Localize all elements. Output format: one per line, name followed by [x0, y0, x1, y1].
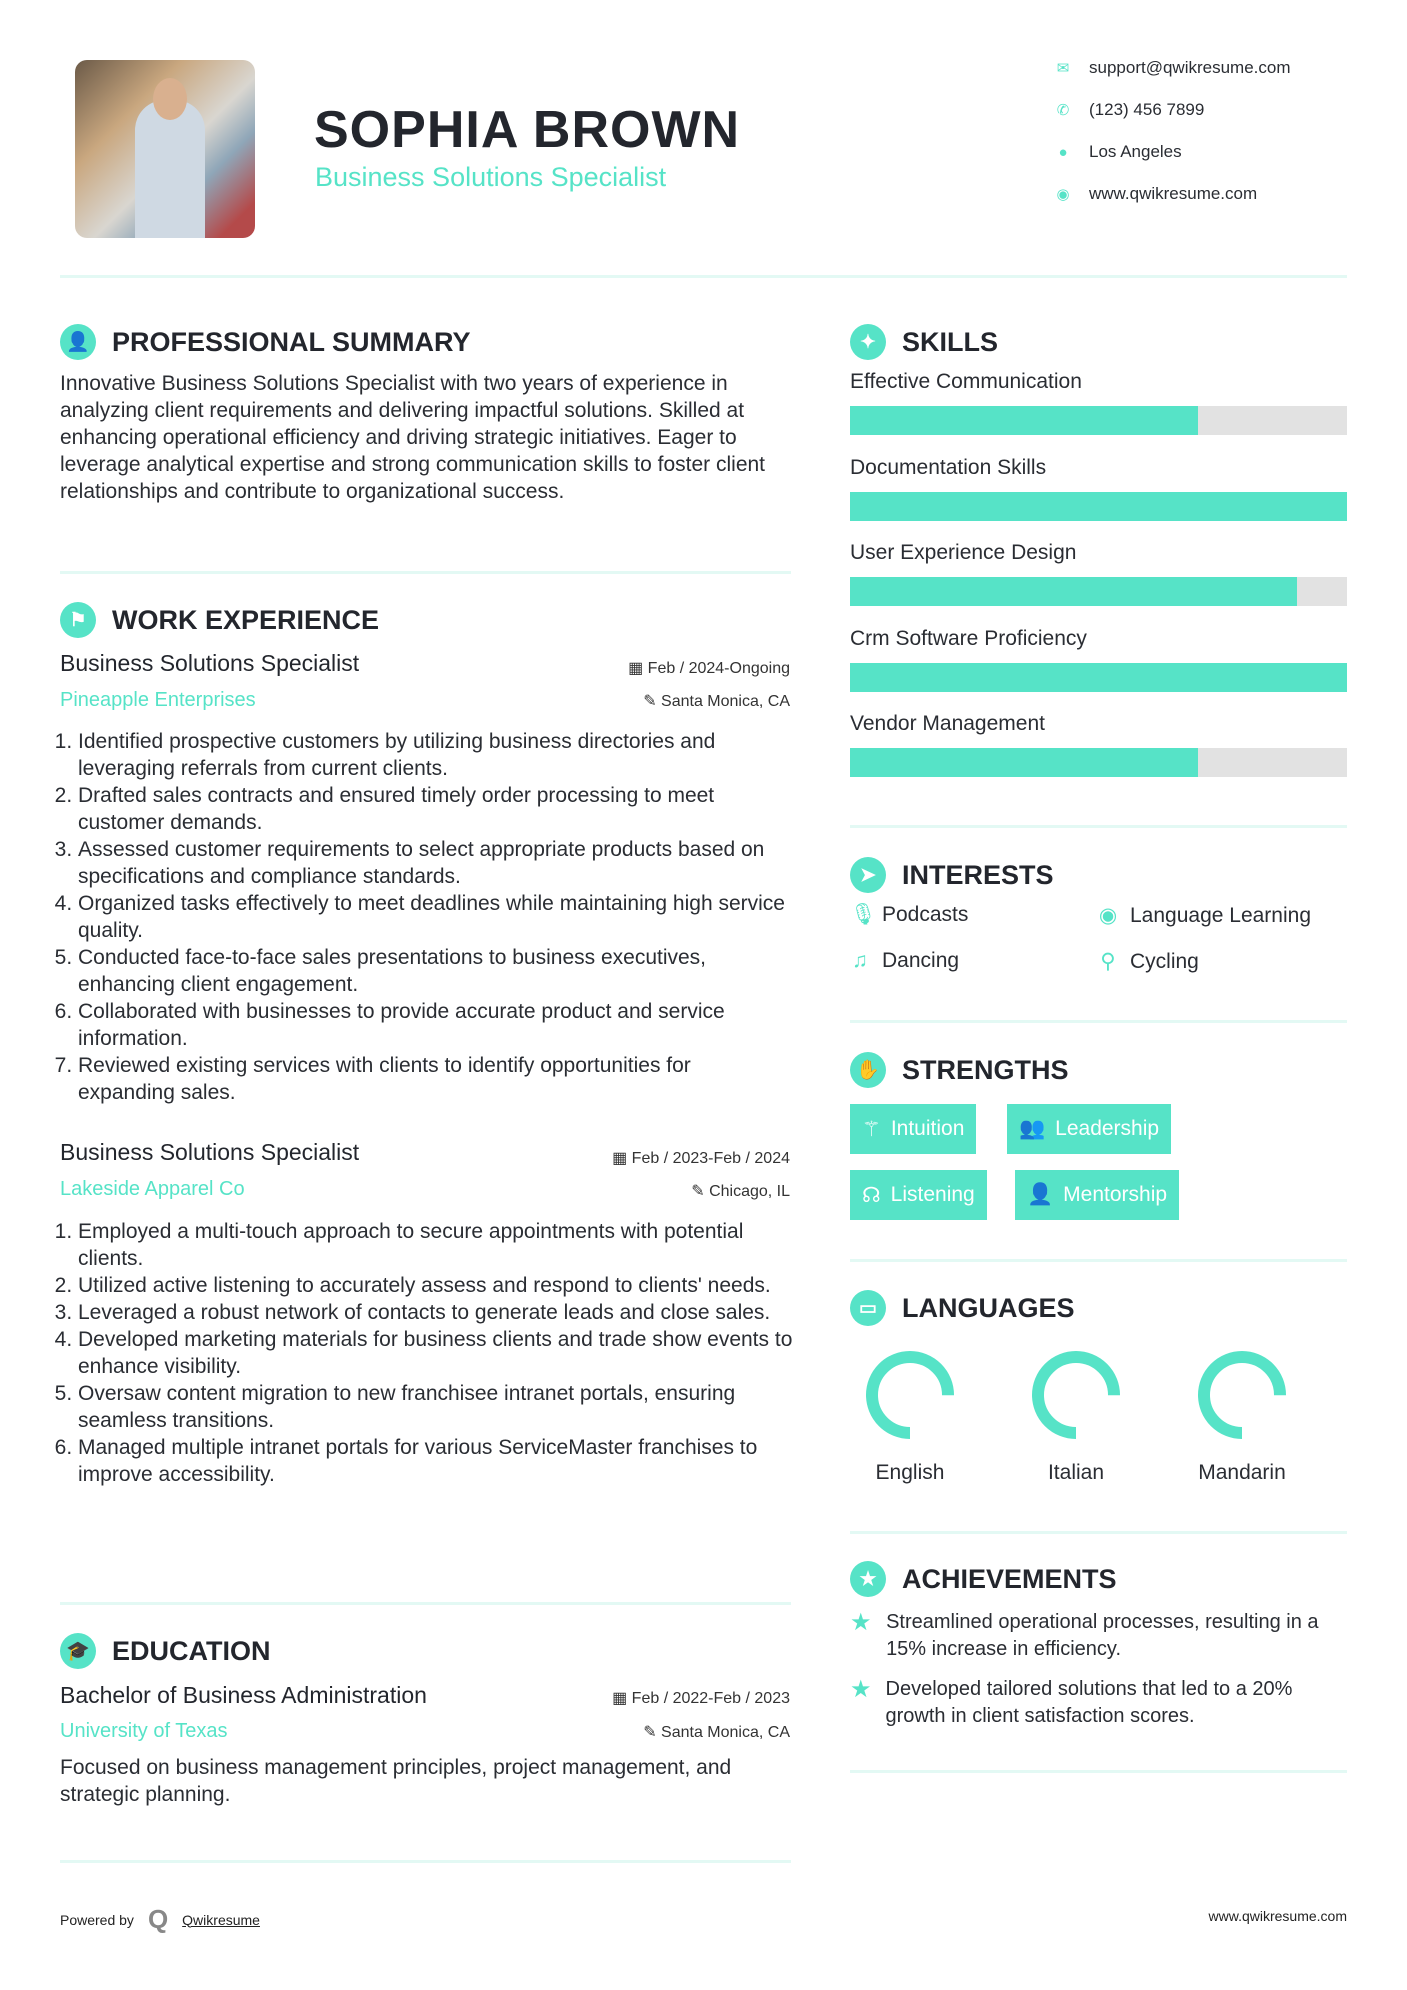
- skill-label: Crm Software Proficiency: [850, 626, 1087, 650]
- languages-heading: ▭ LANGUAGES: [850, 1290, 1075, 1326]
- skill-label: Vendor Management: [850, 712, 1045, 735]
- profile-photo: [75, 60, 255, 238]
- divider: [850, 1020, 1347, 1023]
- paper-plane-icon: ➤: [850, 857, 886, 893]
- footer-url[interactable]: www.qwikresume.com: [1208, 1908, 1347, 1924]
- languages-list: [840, 1345, 1312, 1485]
- lightbulb-icon: ✦: [850, 324, 886, 360]
- qwikresume-logo-icon: Q: [147, 1904, 169, 1934]
- skill-item: [850, 370, 1347, 435]
- bicycle-icon: ⚲: [1100, 950, 1116, 973]
- list-item: 2. Utilized active listening to accurately assess and respond to clients' needs.: [78, 1272, 795, 1299]
- language-label: Italian: [1047, 1461, 1105, 1484]
- list-item: 2. Drafted sales contracts and ensured timely order processing to meet customer demands.: [78, 782, 790, 836]
- list-item: 1. Employed a multi-touch approach to secure appointments with potential clients.: [78, 1218, 795, 1272]
- interest-item: ◉ Language Learning: [1098, 903, 1312, 927]
- brand-link[interactable]: Qwikresume: [182, 1911, 260, 1928]
- hand-icon: ✋: [850, 1052, 886, 1088]
- divider: [850, 1259, 1347, 1262]
- achievement-item: ★ Streamlined operational processes, resulting in a 15% increase in efficiency.: [850, 1609, 1350, 1663]
- list-item: 5. Conducted face-to-face sales presentations to business executives, enhancing client engagement.: [78, 944, 790, 998]
- globe-icon: ◉: [1056, 186, 1070, 203]
- skill-bar: [850, 748, 1347, 777]
- calendar-icon: ▦: [612, 1150, 632, 1167]
- list-item: 5. Oversaw content migration to new franchisee intranet portals, ensuring seamless transitions.: [78, 1380, 795, 1434]
- job-company: Pineapple Enterprises: [60, 689, 256, 711]
- skill-item: [850, 627, 1347, 692]
- strength-tag: ☊ Listening: [850, 1170, 987, 1220]
- contact-email[interactable]: ✉ support@qwikresume.com: [1056, 58, 1291, 77]
- candidate-name: SOPHIA BROWN: [314, 101, 741, 159]
- star-icon: ★: [850, 1676, 872, 1703]
- skill-bar-fill: [850, 577, 1297, 606]
- divider: [60, 1602, 791, 1605]
- divider: [850, 1531, 1347, 1534]
- star-icon: ★: [850, 1609, 872, 1636]
- job-title: Business Solutions Specialist: [60, 650, 360, 676]
- language-level-ring: [1026, 1345, 1126, 1445]
- users-icon: 👥: [1019, 1117, 1046, 1140]
- calendar-icon: ▦: [612, 1690, 632, 1707]
- language-level-ring: [860, 1345, 960, 1445]
- language-label: English: [875, 1461, 945, 1484]
- list-item: 1. Identified prospective customers by utilizing business directories and leveraging referrals from current clients.: [78, 728, 790, 782]
- skill-bar-fill: [850, 492, 1347, 521]
- education-date: ▦ Feb / 2022-Feb / 2023: [612, 1690, 790, 1707]
- strength-tag: 👤 Mentorship: [1015, 1170, 1179, 1220]
- language-item: [1006, 1345, 1146, 1485]
- chair-icon: ⚑: [60, 602, 96, 638]
- skill-bar: [850, 663, 1347, 692]
- headphones-icon: ☊: [862, 1183, 881, 1207]
- music-note-icon: ♫: [852, 949, 868, 972]
- experience-heading: ⚑ WORK EXPERIENCE: [60, 602, 379, 638]
- interest-item: ♫ Dancing: [850, 949, 959, 973]
- divider: [60, 1860, 791, 1863]
- summary-heading: 👤 PROFESSIONAL SUMMARY: [60, 324, 471, 360]
- interest-item: ⚲ Cycling: [1098, 949, 1199, 974]
- degree: Bachelor of Business Administration: [60, 1682, 427, 1708]
- language-level-ring: [1192, 1345, 1292, 1445]
- language-item: [840, 1345, 980, 1485]
- skill-item: [850, 712, 1347, 777]
- skill-label: Documentation Skills: [850, 455, 1047, 479]
- calendar-icon: ▦: [628, 660, 648, 677]
- envelope-icon: ✉: [1056, 60, 1070, 77]
- header-divider: [60, 275, 1347, 278]
- pin-icon: ✎: [691, 1183, 710, 1200]
- skill-label: User Experience Design: [850, 541, 1077, 564]
- divider: [60, 571, 791, 574]
- list-item: 3. Leveraged a robust network of contacts to generate leads and close sales.: [78, 1299, 795, 1326]
- graduation-icon: 🎓: [60, 1633, 96, 1669]
- list-item: 7. Reviewed existing services with clients to identify opportunities for expanding sales.: [78, 1052, 790, 1106]
- list-item: 6. Managed multiple intranet portals for various ServiceMaster franchises to improve accessibility.: [78, 1434, 795, 1488]
- pin-icon: ✎: [643, 1724, 662, 1741]
- skill-bar: [850, 492, 1347, 521]
- education-text: Focused on business management principles, project management, and strategic planning.: [60, 1756, 732, 1806]
- list-item: 4. Organized tasks effectively to meet deadlines while maintaining high service quality.: [78, 890, 790, 944]
- contact-phone: ✆ (123) 456 7899: [1056, 100, 1205, 119]
- strength-tag: 👥 Leadership: [1007, 1104, 1171, 1154]
- skill-item: [850, 541, 1347, 606]
- footer-powered: Powered by Q Qwikresume: [60, 1904, 260, 1934]
- interests-heading: ➤ INTERESTS: [850, 857, 1054, 893]
- skill-label: Effective Communication: [850, 370, 1082, 393]
- list-item: 3. Assessed customer requirements to select appropriate products based on specifications and compliance standards.: [78, 836, 790, 890]
- achievement-item: ★ Developed tailored solutions that led to a 20% growth in client satisfaction scores.: [850, 1676, 1350, 1730]
- job-date: ▦ Feb / 2024-Ongoing: [628, 660, 790, 677]
- school: University of Texas: [60, 1720, 228, 1742]
- divider: [850, 1770, 1347, 1773]
- education-heading: 🎓 EDUCATION: [60, 1633, 271, 1669]
- list-item: 6. Collaborated with businesses to provide accurate product and service information.: [78, 998, 790, 1052]
- skills-heading: ✦ SKILLS: [850, 324, 998, 360]
- list-item: 4. Developed marketing materials for business clients and trade show events to enhance visibility.: [78, 1326, 795, 1380]
- divider: [850, 825, 1347, 828]
- pin-icon: ✎: [643, 693, 662, 710]
- education-location: ✎ Santa Monica, CA: [643, 1724, 790, 1741]
- contact-website[interactable]: ◉ www.qwikresume.com: [1056, 184, 1258, 203]
- globe-icon: ◉: [1098, 904, 1118, 927]
- job-date: ▦ Feb / 2023-Feb / 2024: [612, 1150, 790, 1167]
- map-pin-icon: ●: [1058, 143, 1068, 161]
- job-bullets: [60, 728, 790, 1106]
- skill-bar-fill: [850, 663, 1347, 692]
- skill-bar-fill: [850, 748, 1198, 777]
- contact-location: ● Los Angeles: [1055, 142, 1182, 162]
- microphone-icon: 🎙: [850, 903, 877, 926]
- strengths-heading: ✋ STRENGTHS: [850, 1052, 1069, 1088]
- user-icon: 👤: [60, 324, 96, 360]
- job-title: Business Solutions Specialist: [60, 1139, 360, 1165]
- job-bullets: [60, 1218, 795, 1488]
- star-icon: ★: [850, 1561, 886, 1597]
- skill-item: [850, 456, 1347, 521]
- interest-item: 🎙 Podcasts: [850, 903, 969, 926]
- skill-bar: [850, 406, 1347, 435]
- user-plus-icon: 👤: [1027, 1183, 1054, 1206]
- language-item: [1172, 1345, 1312, 1485]
- summary-text: Innovative Business Solutions Specialist with two years of experience in analyzing client requirements and delivering impactful solutions. Skilled at enhancing operational efficiency and driving strategic initiatives. Eager to leverage analytical expertise and strong communication skills to foster client relationships and contribute to organizational success.: [60, 372, 766, 503]
- achievements-heading: ★ ACHIEVEMENTS: [850, 1561, 1117, 1597]
- magic-wand-icon: ⚚: [862, 1117, 881, 1141]
- job-location: ✎ Chicago, IL: [691, 1183, 790, 1200]
- language-label: Mandarin: [1198, 1461, 1286, 1484]
- phone-icon: ✆: [1056, 102, 1070, 119]
- candidate-title: Business Solutions Specialist: [315, 162, 667, 192]
- strength-tag: ⚚ Intuition: [850, 1104, 976, 1154]
- job-location: ✎ Santa Monica, CA: [643, 693, 790, 710]
- skill-bar-fill: [850, 406, 1198, 435]
- language-icon: ▭: [850, 1290, 886, 1326]
- job-company: Lakeside Apparel Co: [60, 1178, 245, 1200]
- skill-bar: [850, 577, 1347, 606]
